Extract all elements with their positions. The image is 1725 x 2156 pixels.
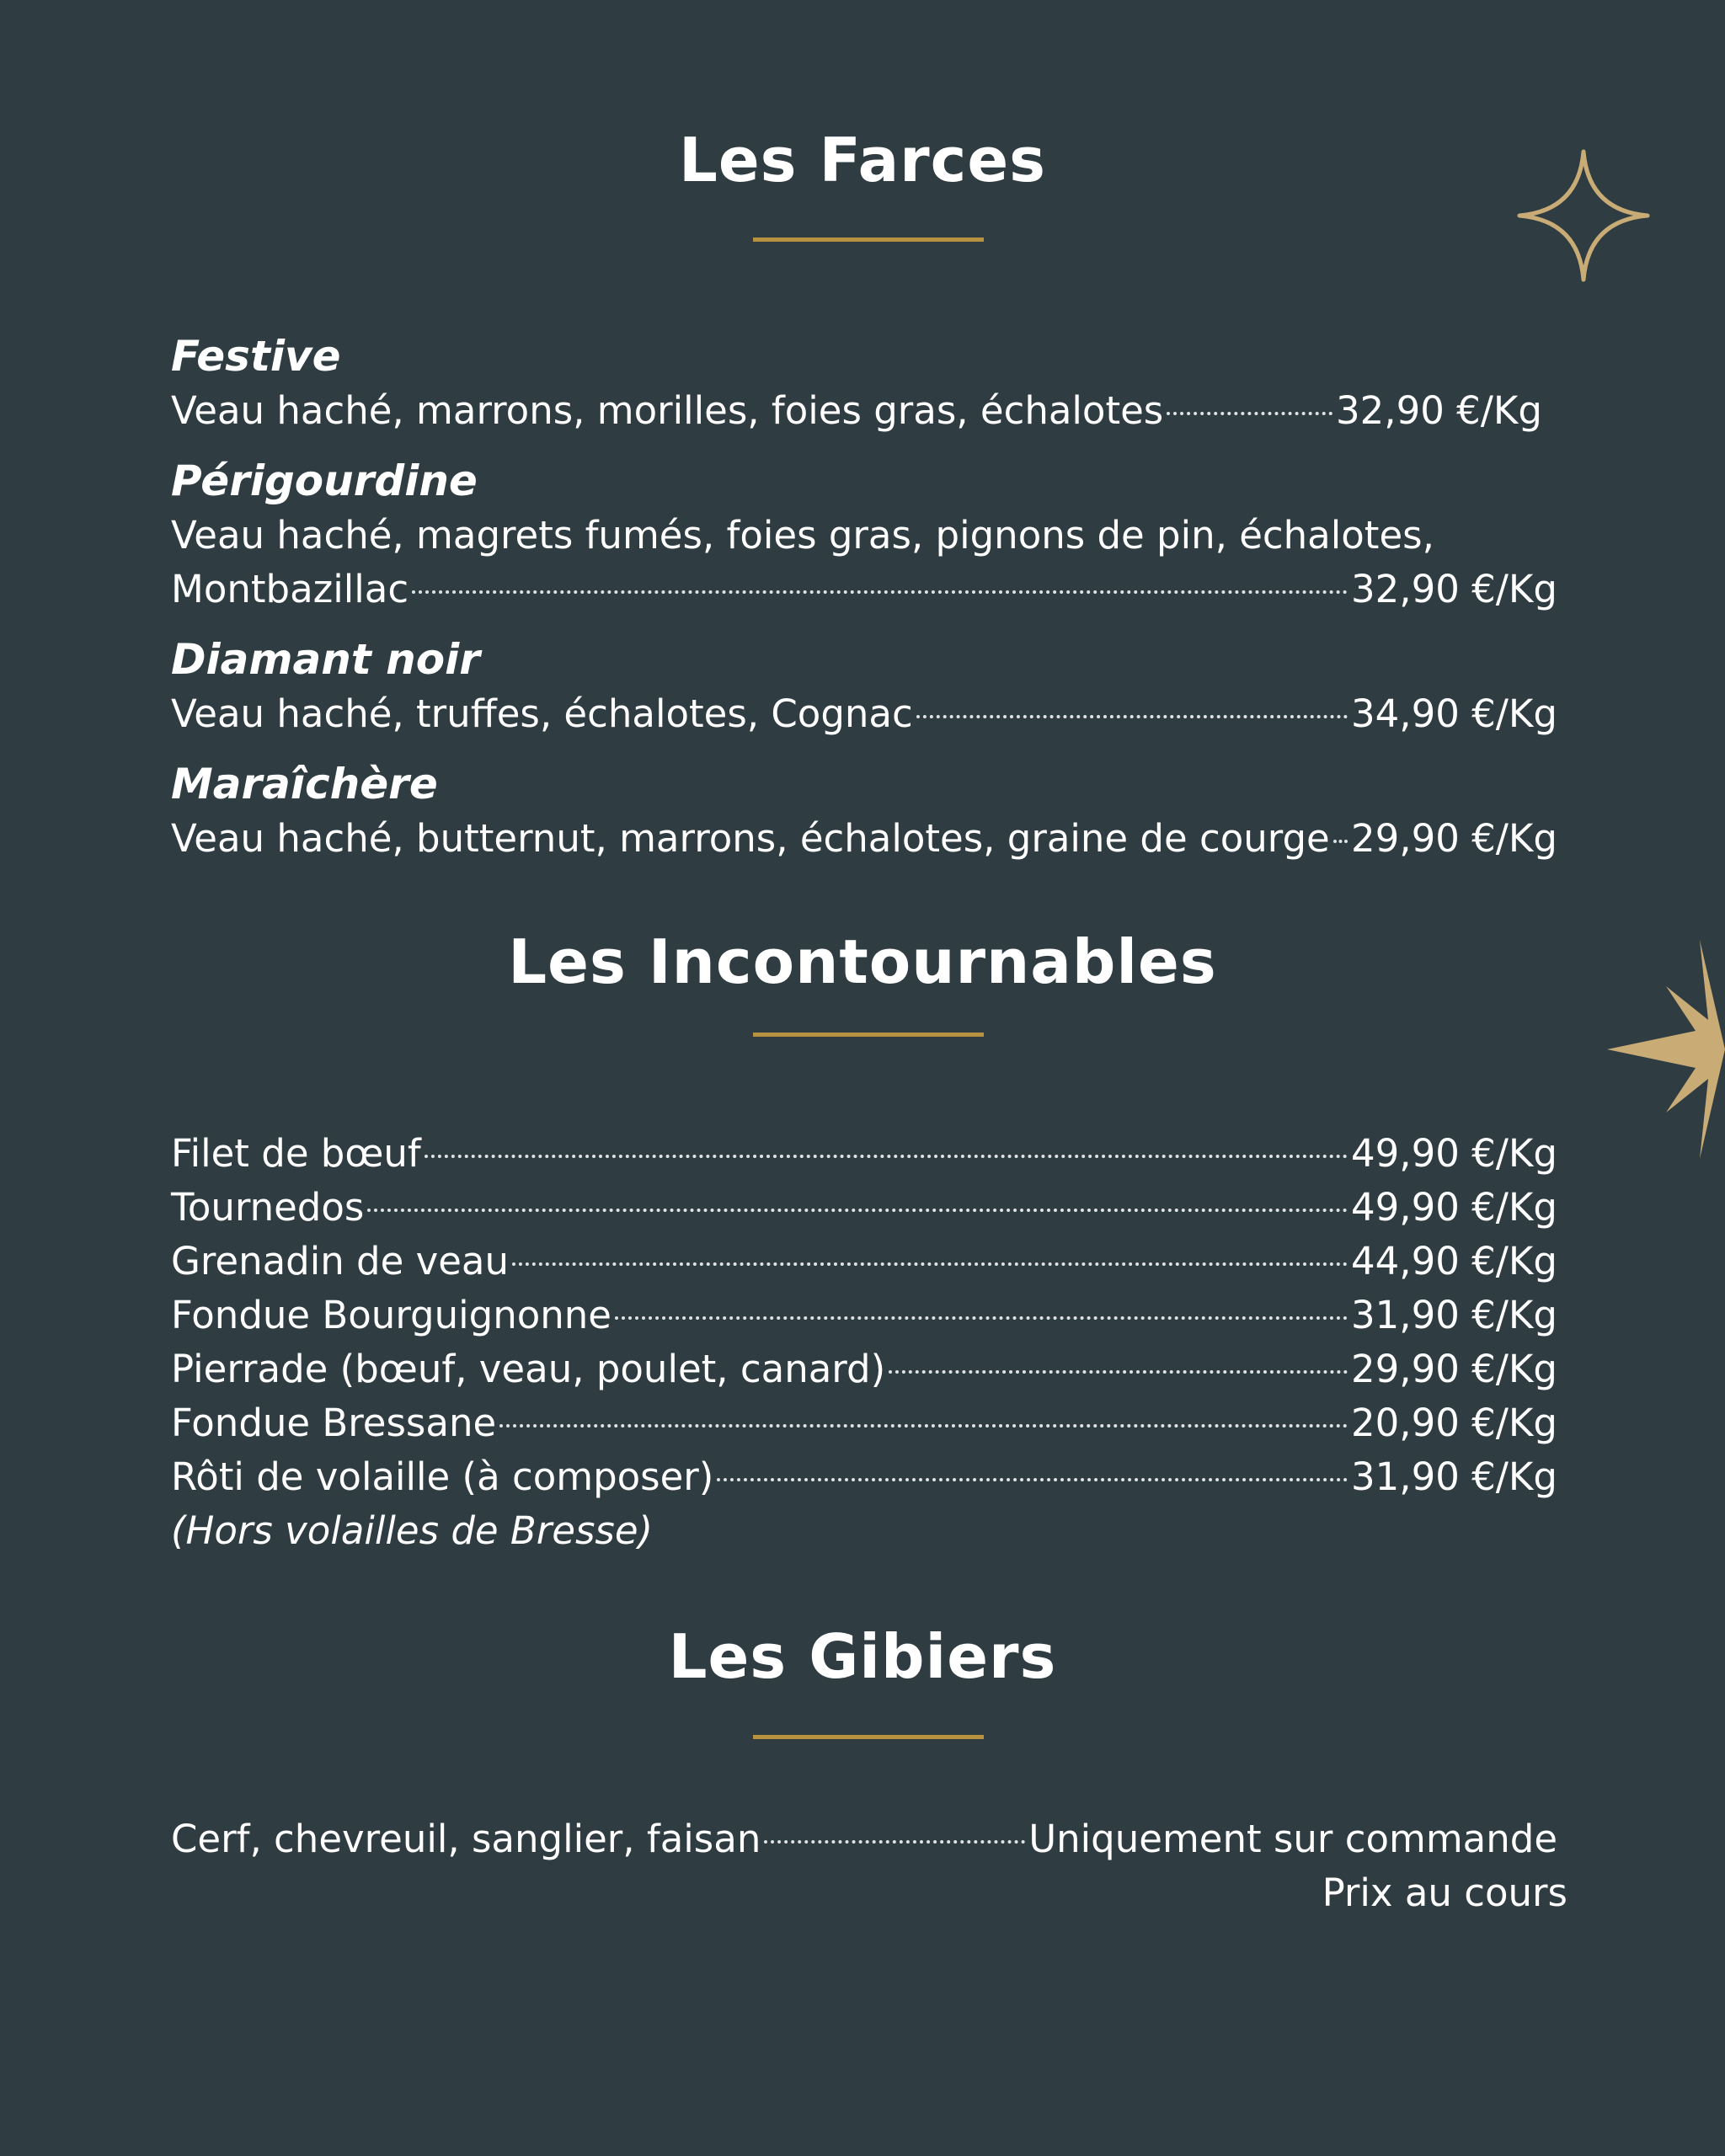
- dot-leader: [1333, 840, 1348, 843]
- item-name: Festive: [171, 332, 341, 381]
- item-price: 29,90 €/Kg: [1351, 1347, 1557, 1391]
- list-item: [171, 1450, 1557, 1504]
- dot-leader: [512, 1262, 1348, 1266]
- list-item: [171, 328, 1557, 438]
- item-description: Cerf, chevreuil, sanglier, faisan: [171, 1817, 761, 1861]
- item-name: Maraîchère: [171, 760, 438, 808]
- item-note: Prix au cours: [1322, 1870, 1567, 1915]
- dot-leader: [367, 1209, 1348, 1212]
- list-item: [171, 1342, 1557, 1396]
- item-name: Périgourdine: [171, 456, 478, 505]
- item-description: Pierrade (bœuf, veau, poulet, canard): [171, 1347, 886, 1391]
- list-item: [171, 1812, 1557, 1866]
- item-description: Rôti de volaille (à composer): [171, 1454, 714, 1499]
- dot-leader: [615, 1316, 1348, 1320]
- item-price: 49,90 €/Kg: [1351, 1185, 1557, 1230]
- item-price: 31,90 €/Kg: [1351, 1293, 1557, 1337]
- dot-leader: [499, 1424, 1348, 1428]
- list-item: [171, 453, 1557, 616]
- item-description: Fondue Bressane: [171, 1401, 497, 1445]
- item-description: Filet de bœuf: [171, 1131, 421, 1176]
- list-item: [171, 1289, 1557, 1342]
- item-description: Veau haché, marrons, morilles, foies gras, échalotes: [171, 388, 1164, 433]
- dot-leader: [717, 1478, 1348, 1481]
- item-price: 49,90 €/Kg: [1351, 1131, 1557, 1176]
- list-item: [171, 1127, 1557, 1181]
- gibiers-list: [171, 1812, 1567, 1920]
- item-note: (Hors volailles de Bresse): [171, 1508, 654, 1553]
- title-underline: [753, 1735, 984, 1739]
- item-description: Veau haché, butternut, marrons, échalotes, graine de courge: [171, 816, 1330, 861]
- section-title-gibiers: Les Gibiers: [668, 1621, 1057, 1692]
- dot-leader: [412, 590, 1348, 594]
- item-description: Fondue Bourguignonne: [171, 1293, 611, 1337]
- item-price: 34,90 €/Kg: [1351, 691, 1557, 736]
- dot-leader: [764, 1840, 1025, 1844]
- incontournables-list: [171, 1127, 1557, 1558]
- title-underline: [753, 1033, 984, 1037]
- item-description: Tournedos: [171, 1185, 365, 1230]
- item-price: 29,90 €/Kg: [1351, 816, 1557, 861]
- item-price: 32,90 €/Kg: [1336, 388, 1542, 433]
- list-item: [171, 1235, 1557, 1289]
- list-item: [171, 632, 1557, 741]
- item-description: Veau haché, truffes, échalotes, Cognac: [171, 691, 913, 736]
- item-price: Uniquement sur commande: [1028, 1817, 1557, 1861]
- dot-leader: [916, 715, 1348, 718]
- price-line: [171, 384, 1542, 438]
- dot-leader: [1167, 412, 1332, 415]
- price-line: [171, 812, 1557, 866]
- section-title-incontournables: Les Incontournables: [508, 926, 1217, 997]
- section-title-farces: Les Farces: [678, 125, 1047, 195]
- item-price: 20,90 €/Kg: [1351, 1401, 1557, 1445]
- item-price: 44,90 €/Kg: [1351, 1239, 1557, 1283]
- dot-leader: [425, 1155, 1348, 1158]
- title-underline: [753, 237, 984, 242]
- dot-leader: [889, 1370, 1348, 1374]
- list-item: [171, 1396, 1557, 1450]
- farces-list: [171, 328, 1557, 866]
- item-description: Montbazillac: [171, 567, 409, 611]
- item-price: 31,90 €/Kg: [1351, 1454, 1557, 1499]
- item-name: Diamant noir: [171, 635, 480, 684]
- item-description: Veau haché, magrets fumés, foies gras, pignons de pin, échalotes,: [171, 513, 1434, 558]
- list-item: [171, 1181, 1557, 1235]
- price-line: [171, 687, 1557, 741]
- price-line: [171, 563, 1557, 616]
- list-item: [171, 756, 1557, 866]
- item-price: 32,90 €/Kg: [1351, 567, 1557, 611]
- item-description: Grenadin de veau: [171, 1239, 510, 1283]
